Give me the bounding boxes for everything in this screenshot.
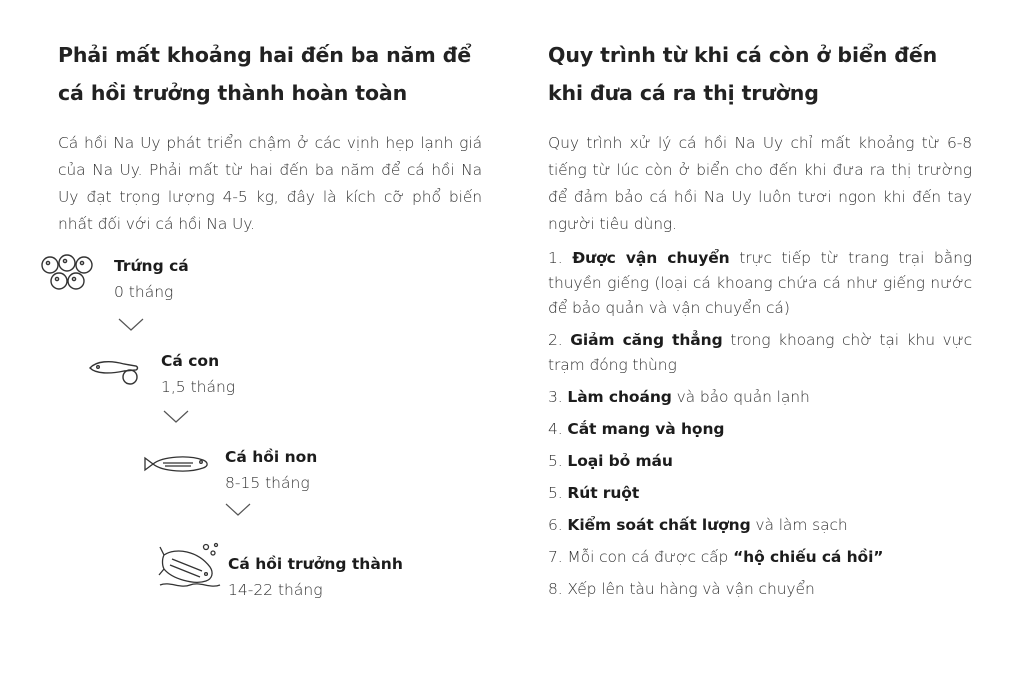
stage-name: Cá hồi non [225,448,318,466]
stage-time: 0 tháng [114,283,174,301]
chevron-down-icon [163,410,189,424]
list-item: 6. Kiểm soát chất lượng và làm sạch [548,516,848,534]
stage-time: 14-22 tháng [228,581,323,599]
list-item: 5. Rút ruột [548,484,640,502]
young-salmon-icon [143,452,211,476]
stage-name: Cá hồi trưởng thành [228,555,403,573]
stage-time: 1,5 tháng [161,378,236,396]
chevron-down-icon [225,503,251,517]
fish-eggs-icon [40,253,96,293]
processing-section [548,36,973,598]
processing-intro: Quy trình xử lý cá hồi Na Uy chỉ mất khoảng từ 6-8 tiếng từ lúc còn ở biển cho đến khi đưa ra thị trường để đảm bảo cá hồi Na Uy luôn tươi ngon khi đến tay người tiêu dùng. [548,134,972,233]
processing-steps [548,246,972,609]
processing-title: Quy trình từ khi cá còn ở biển đến khi đưa cá ra thị trường [548,43,938,105]
chevron-down-icon [118,318,144,332]
stage-time: 8-15 tháng [225,474,310,492]
growth-title: Phải mất khoảng hai đến ba năm để cá hồi trưởng thành hoàn toàn [58,43,472,105]
list-item: 2. Giảm căng thẳng trong khoang chờ tại khu vực trạm đóng thùng [548,331,973,374]
list-item: 3. Làm choáng và bảo quản lạnh [548,388,810,406]
growth-intro: Cá hồi Na Uy phát triển chậm ở các vịnh hẹp lạnh giá của Na Uy. Phải mất từ hai đến ba năm để cá hồi Na Uy đạt trọng lượng 4-5 kg, đây là kích cỡ phổ biến nhất đối với cá hồi Na Uy. [58,134,482,233]
stage-name: Trứng cá [114,257,189,275]
stage-name: Cá con [161,352,220,370]
adult-salmon-icon [158,541,222,591]
list-item: 7. Mỗi con cá được cấp “hộ chiếu cá hồi” [548,548,884,566]
fry-icon [88,355,144,387]
list-item: 5. Loại bỏ máu [548,452,673,470]
list-item: 8. Xếp lên tàu hàng và vận chuyển [548,580,815,598]
list-item: 4. Cắt mang và họng [548,420,725,438]
salmon-growth-section [58,36,482,238]
list-item: 1. Được vận chuyển trực tiếp từ trang trại bằng thuyền giếng (loại cá khoang chứa cá như giếng nước để bảo quản và vận chuyển cá) [548,249,972,317]
